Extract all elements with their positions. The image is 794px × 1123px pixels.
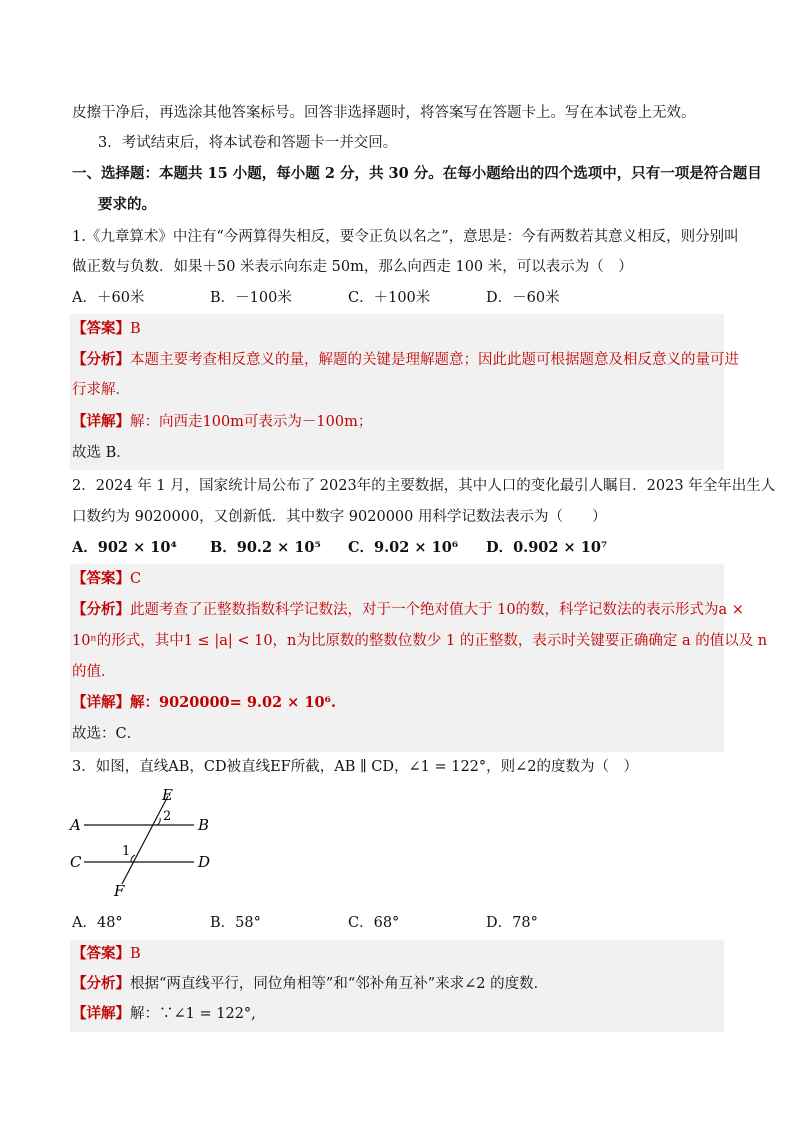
detail-row xyxy=(72,693,724,713)
point-c-label: C xyxy=(70,853,82,871)
answer-value: B xyxy=(130,946,141,962)
point-e-label: E xyxy=(162,786,173,804)
question-1-stem: 做正数与负数．如果＋50 米表示向东走 50m，那么向西走 100 米，可以表示为（ ） xyxy=(72,259,633,275)
section-heading: 一、选择题：本题共 15 小题，每小题 2 分，共 30 分。在每小题给出的四个选项中，只有一项是符合题目 xyxy=(72,165,762,182)
analysis-label: 【分析】 xyxy=(72,601,130,618)
question-3-solution xyxy=(70,940,724,1032)
question-1-solution xyxy=(70,314,739,470)
detail-text: 解：∵∠1 = 122°, xyxy=(130,1006,256,1022)
detail-text: 解：向西走100m可表示为－100m； xyxy=(130,414,373,430)
analysis-row xyxy=(72,600,744,620)
answer-row xyxy=(72,569,724,589)
conclusion-text: 故选：C． xyxy=(72,726,142,742)
answer-value: C xyxy=(130,571,142,587)
detail-row xyxy=(72,412,724,432)
option-c: C．9.02 × 10⁶ xyxy=(348,539,459,556)
analysis-text: 行求解． xyxy=(72,382,130,398)
question-2-solution xyxy=(70,564,768,752)
answer-label: 【答案】 xyxy=(72,570,130,587)
angle-1-label: 1 xyxy=(122,844,131,859)
question-2-options xyxy=(72,538,724,558)
answer-row xyxy=(72,319,724,339)
option-a: A．＋60米 xyxy=(72,290,145,306)
answer-row xyxy=(72,944,724,964)
section-heading-cont: 要求的。 xyxy=(98,196,156,213)
question-2-stem: 2．2024 年 1 月，国家统计局公布了 2023年的主要数据，其中人口的变化最引人瞩目．2023 年全年出生人 xyxy=(72,478,776,494)
option-b: B．－100米 xyxy=(210,290,292,306)
option-d: D．－60米 xyxy=(486,290,560,306)
point-a-label: A xyxy=(70,816,81,834)
detail-row xyxy=(72,1004,724,1024)
analysis-text: 根据“两直线平行，同位角相等”和“邻补角互补”来求∠2 的度数． xyxy=(130,976,549,992)
question-2-stem: 口数约为 9020000，又创新低．其中数字 9020000 用科学记数法表示为（ ） xyxy=(72,509,607,525)
analysis-text: 此题考查了正整数指数科学记数法，对于一个绝对值大于 10的数，科学记数法的表示形式为a × xyxy=(130,602,744,618)
detail-label: 【详解】 xyxy=(72,694,130,711)
instruction-line: 皮擦干净后，再选涂其他答案标号。回答非选择题时，将答案写在答题卡上。写在本试卷上无效。 xyxy=(72,105,696,121)
answer-value: B xyxy=(130,321,141,337)
analysis-row xyxy=(72,974,724,994)
option-b: B．58° xyxy=(210,915,261,931)
analysis-label: 【分析】 xyxy=(72,975,130,992)
answer-label: 【答案】 xyxy=(72,320,130,337)
option-d: D．0.902 × 10⁷ xyxy=(486,539,608,556)
analysis-text: 本题主要考查相反意义的量，解题的关键是理解题意；因此此题可根据题意及相反意义的量可进 xyxy=(130,352,739,368)
angle-2-arc xyxy=(157,818,160,825)
detail-text: 解：9020000= 9.02 × 10⁶. xyxy=(130,694,336,711)
question-3-stem: 3．如图，直线AB，CD被直线EF所截，AB ∥ CD，∠1 = 122°，则∠2的度数为（ ） xyxy=(72,759,639,775)
analysis-text: 10ⁿ的形式，其中1 ≤ |a| < 10，n为比原数的整数位数少 1 的正整数，表示时关键要正确确定 a 的值以及 n xyxy=(72,633,768,649)
analysis-label: 【分析】 xyxy=(72,351,130,368)
question-3-options xyxy=(72,913,724,933)
question-1-options xyxy=(72,288,724,308)
option-c: C．＋100米 xyxy=(348,290,431,306)
detail-label: 【详解】 xyxy=(72,1005,130,1022)
point-b-label: B xyxy=(198,816,210,834)
line-ef xyxy=(122,796,168,884)
detail-label: 【详解】 xyxy=(72,413,130,430)
answer-label: 【答案】 xyxy=(72,945,130,962)
option-a: A．48° xyxy=(72,915,123,931)
instruction-line: 3．考试结束后，将本试卷和答题卡一并交回。 xyxy=(98,135,398,151)
point-f-label: F xyxy=(114,882,125,900)
analysis-text: 的值． xyxy=(72,664,116,680)
analysis-row xyxy=(72,350,739,370)
conclusion-text: 故选 B． xyxy=(72,445,131,461)
option-a: A．902 × 10⁴ xyxy=(72,539,177,556)
angle-2-label: 2 xyxy=(163,809,172,824)
option-b: B．90.2 × 10⁵ xyxy=(210,539,321,556)
option-c: C．68° xyxy=(348,915,400,931)
question-1-stem: 1.《九章算术》中注有“今两算得失相反，要令正负以名之”，意思是：今有两数若其意义相反，则分别叫 xyxy=(72,229,739,245)
point-d-label: D xyxy=(198,853,211,871)
option-d: D．78° xyxy=(486,915,538,931)
parallel-lines-figure xyxy=(66,782,226,902)
